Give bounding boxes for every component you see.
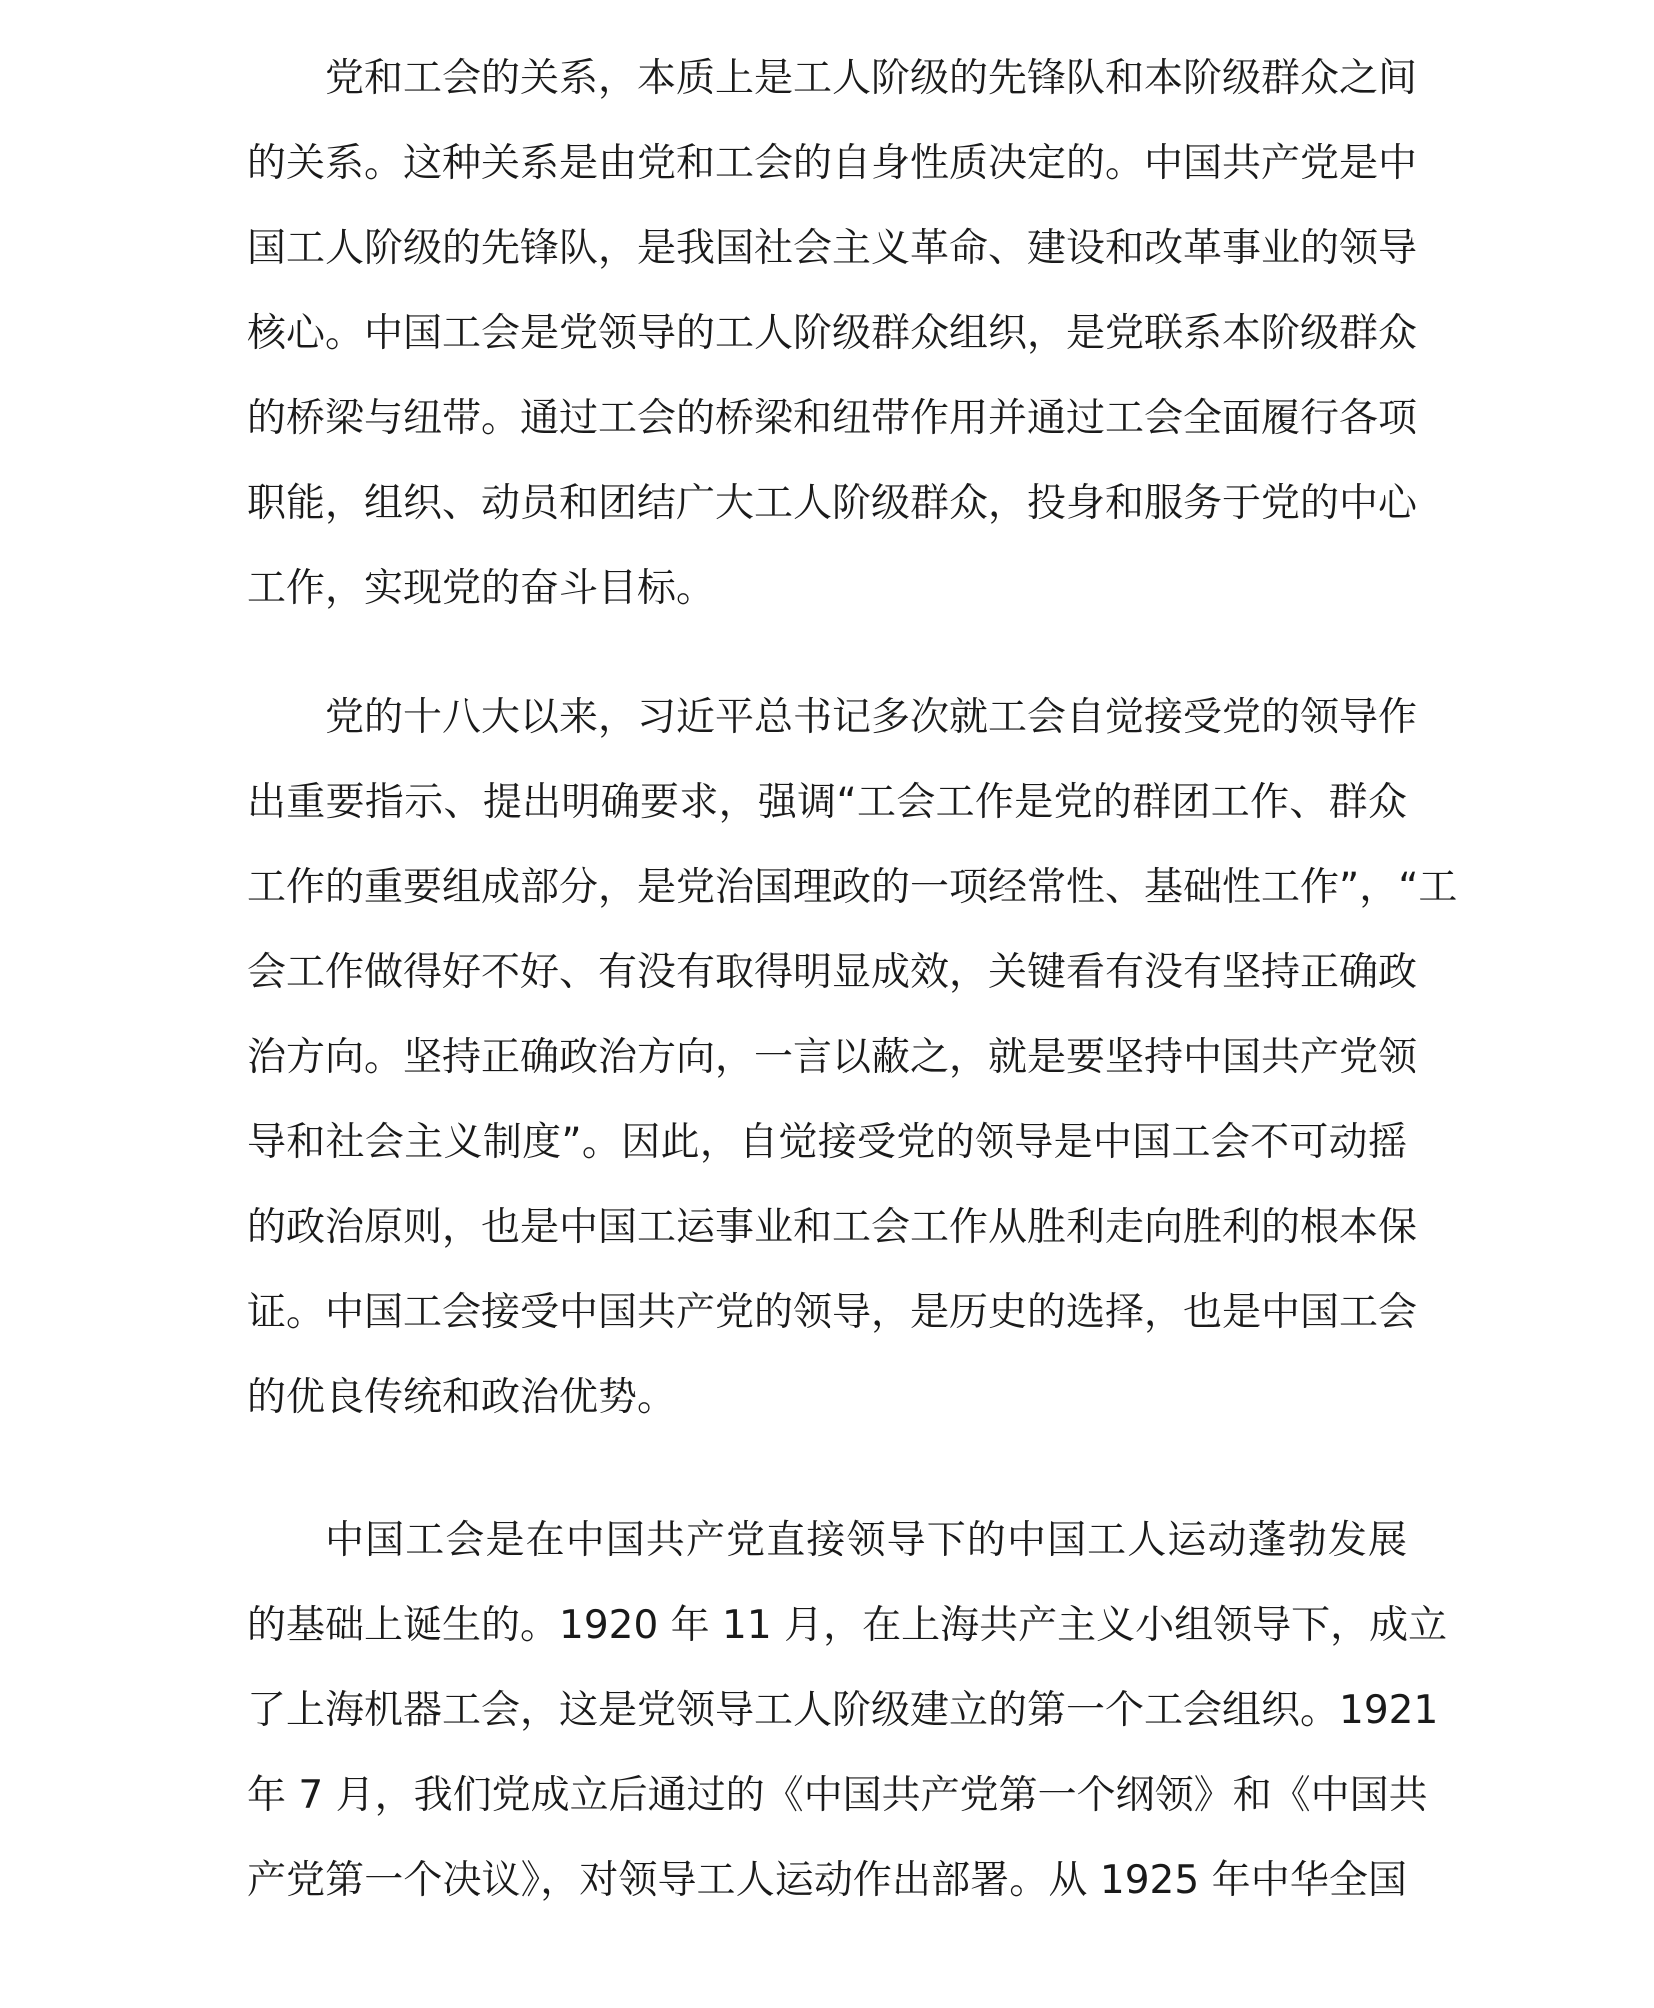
text-line: 工作的重要组成部分，是党治国理政的一项经常性、基础性工作”，“工 [247, 865, 1458, 910]
text-line: 的政治原则，也是中国工运事业和工会工作从胜利走向胜利的根本保 [247, 1205, 1418, 1250]
text-line: 了上海机器工会，这是党领导工人阶级建立的第一个工会组织。1921 [247, 1688, 1439, 1733]
text-line: 导和社会主义制度”。因此，自觉接受党的领导是中国工会不可动摇 [247, 1120, 1407, 1165]
text-line: 会工作做得好不好、有没有取得明显成效，关键看有没有坚持正确政 [247, 950, 1418, 995]
text-line: 证。中国工会接受中国共产党的领导，是历史的选择，也是中国工会 [247, 1290, 1418, 1335]
text-line: 产党第一个决议》，对领导工人运动作出部署。从 1925 年中华全国 [247, 1858, 1407, 1903]
paragraph-union-history [247, 1498, 1448, 1923]
text-line: 治方向。坚持正确政治方向，一言以蔽之，就是要坚持中国共产党领 [247, 1035, 1418, 1080]
text-line: 的优良传统和政治优势。 [247, 1375, 677, 1420]
text-line: 国工人阶级的先锋队，是我国社会主义革命、建设和改革事业的领导 [247, 226, 1418, 271]
paragraph-since-18th-congress [247, 675, 1458, 1440]
text-line: 的关系。这种关系是由党和工会的自身性质决定的。中国共产党是中 [247, 141, 1418, 186]
paragraph-party-union-relationship [247, 36, 1418, 631]
text-line: 工作，实现党的奋斗目标。 [247, 566, 716, 611]
text-line: 中国工会是在中国共产党直接领导下的中国工人运动蓬勃发展 [325, 1518, 1407, 1563]
text-line: 的桥梁与纽带。通过工会的桥梁和纽带作用并通过工会全面履行各项 [247, 396, 1418, 441]
text-line: 党和工会的关系，本质上是工人阶级的先锋队和本阶级群众之间 [325, 56, 1418, 101]
text-line: 的基础上诞生的。1920 年 11 月，在上海共产主义小组领导下，成立 [247, 1603, 1448, 1648]
text-line: 核心。中国工会是党领导的工人阶级群众组织，是党联系本阶级群众 [247, 311, 1418, 356]
text-line: 出重要指示、提出明确要求，强调“工会工作是党的群团工作、群众 [247, 780, 1407, 825]
text-line: 职能，组织、动员和团结广大工人阶级群众，投身和服务于党的中心 [247, 481, 1418, 526]
text-line: 年 7 月，我们党成立后通过的《中国共产党第一个纲领》和《中国共 [247, 1773, 1428, 1818]
text-line: 党的十八大以来，习近平总书记多次就工会自觉接受党的领导作 [325, 695, 1418, 740]
